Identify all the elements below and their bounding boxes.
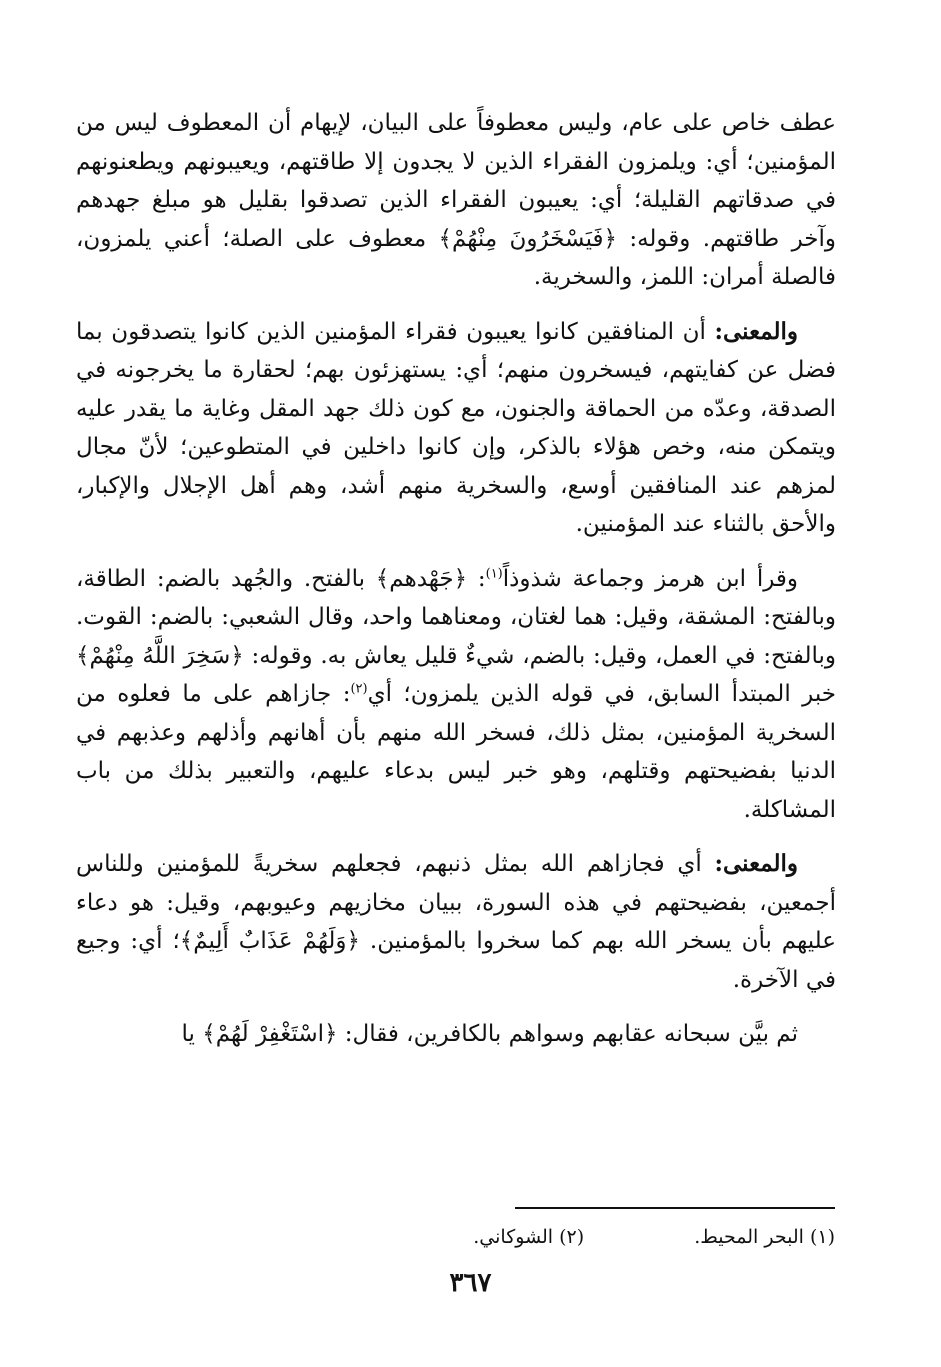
- paragraph-5: ثم بيَّن سبحانه عقابهم وسواهم بالكافرين، فقال: ﴿اسْتَغْفِرْ لَهُمْ﴾ يا: [181, 1021, 798, 1047]
- paragraph-3-text-c: : جازاهم على ما فعلوه من السخرية المؤمنين، بمثل ذلك، فسخر الله منهم بأن أهانهم وأذلهم وعذبهم في الدنيا بفضيحتهم وقتلهم، وهو خبر ليس بدعاء عليهم، والتعبير بذلك من باب المشاكلة.: [76, 681, 836, 823]
- paragraph-4-text: أي فجازاهم الله بمثل ذنبهم، فجعلهم سخريةً للمؤمنين وللناس أجمعين، بفضيحتهم في هذه السورة، ببيان مخازيهم وعيوبهم، وقيل: هو دعاء عليهم بأن يسخر الله بهم كما سخروا بالمؤمنين. ﴿وَلَهُمْ عَذَابٌ أَلِيمٌ﴾؛ أي: وجيع في الآخرة.: [76, 851, 836, 993]
- paragraph-2-lead: والمعنى:: [714, 317, 798, 345]
- footnote-1: (١) البحر المحيط.: [694, 1226, 835, 1248]
- footnote-ref-2: (٢): [350, 681, 368, 697]
- paragraph-4-lead: والمعنى:: [714, 850, 798, 877]
- footnote-divider: [515, 1207, 835, 1209]
- paragraph-3-text-b: : ﴿جَهْدهم﴾ بالفتح. والجُهد بالضم: الطاقة، وبالفتح: المشقة، وقيل: هما لغتان، ومعناهما واحد، وقال الشعبي: بالضم: القوت. وبالفتح: في العمل، وقيل: بالضم، شيءٌ قليل يعاش به. وقوله: ﴿سَخِرَ اللَّهُ مِنْهُمْ﴾ خبر المبتدأ السابق، في قوله الذين يلمزون؛ أي: [76, 565, 837, 707]
- paragraph-3-text-a: وقرأ ابن هرمز وجماعة شذوذاً: [502, 565, 798, 592]
- footnotes: [290, 1222, 835, 1252]
- paragraph-1: عطف خاص على عام، وليس معطوفاً على البيان، لإيهام أن المعطوف ليس من المؤمنين؛ أي: ويلمزون الفقراء الذين لا يجدون إلا طاقتهم، ويعيبونهم ويطعنونهم في صدقاتهم القليلة؛ أي: يعيبون الفقراء الذين تصدقوا بقليل هو مبلغ جهدهم وآخر طاقتهم. وقوله: ﴿فَيَسْخَرُونَ مِنْهُمْ﴾ معطوف على الصلة؛ أعني يلمزون، فالصلة أمران: اللمز، والسخرية.: [76, 110, 836, 290]
- footnote-2: (٢) الشوكاني.: [473, 1226, 585, 1248]
- paragraph-2: [76, 313, 836, 544]
- body-text: [76, 104, 836, 1054]
- paragraph-3: [76, 560, 836, 830]
- paragraph-4: [76, 845, 836, 999]
- footnote-ref-1: (١): [485, 565, 503, 581]
- page-number: ٣٦٧: [449, 1268, 492, 1298]
- paragraph-2-text: أن المنافقين كانوا يعيبون فقراء المؤمنين الذين كانوا يتصدقون بما فضل عن كفايتهم، فيسخرون منهم؛ أي: يستهزئون بهم؛ لحقارة ما يخرجونه في الصدقة، وعدّه من الحماقة والجنون، مع كون ذلك جهد المقل وغاية ما يقدر عليه ويتمكن منه، وخص هؤلاء بالذكر، وإن كانوا داخلين في المتطوعين؛ لأنّ مجال لمزهم عند المنافقين أوسع، والسخرية منهم أشد، وهم أهل الإجلال والإكبار، والأحق بالثناء عند المؤمنين.: [76, 318, 836, 537]
